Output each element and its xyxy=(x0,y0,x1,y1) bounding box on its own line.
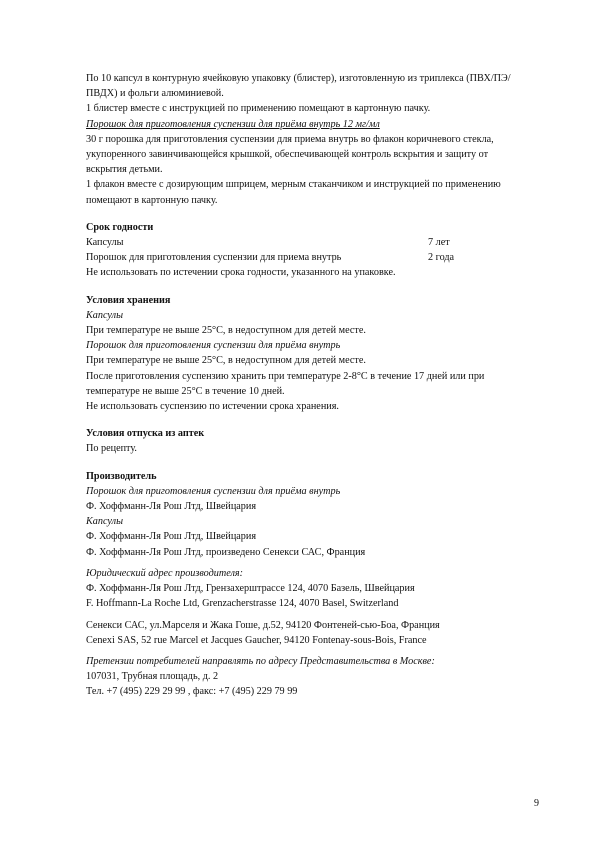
dispensing-text: По рецепту. xyxy=(86,443,137,455)
document-page xyxy=(86,71,526,700)
shelf-life-row-value: 7 лет xyxy=(428,237,450,249)
packaging-blister: 1 блистер вместе с инструкцией по применению помещают в картонную пачку. xyxy=(86,103,431,115)
shelf-life-row-value: 2 года xyxy=(428,252,455,264)
legal-address-ru: Ф. Хоффманн-Ля Рош Лтд, Грензахерштрассе 124, 4070 Базель, Швейцария xyxy=(86,583,415,595)
legal-address-en: F. Hoffmann-La Roche Ltd, Grenzacherstrasse 124, 4070 Basel, Switzerland xyxy=(86,598,399,610)
shelf-life-row-powder xyxy=(86,250,526,265)
storage-after-prep: После приготовления суспензию хранить при температуре 2-8°С в течение 17 дней или при температуре не выше 25°С в течение 10 дней. xyxy=(86,370,485,397)
packaging-powder-bottle: 30 г порошка для приготовления суспензии для приема внутрь во флакон коричневого стекла, укупоренного завинчивающейся крышкой, обеспечивающей контроль вскрытия и защиту от вскрытия детьми. xyxy=(86,133,494,176)
manufacturer-powder-maker: Ф. Хоффманн-Ля Рош Лтд, Швейцария xyxy=(86,501,257,513)
shelf-life-row-label: Порошок для приготовления суспензии для приема внутрь xyxy=(86,252,342,264)
storage-powder-text: При температуре не выше 25°С, в недоступном для детей месте. xyxy=(86,355,366,367)
manufacturer-title: Производитель xyxy=(86,470,157,482)
page-number: 9 xyxy=(534,798,539,809)
manufacturer-capsules-maker-1: Ф. Хоффманн-Ля Рош Лтд, Швейцария xyxy=(86,531,257,543)
manufacturer-capsules-maker-2: Ф. Хоффманн-Ля Рош Лтд, произведено Сенекси САС, Франция xyxy=(86,546,366,558)
storage-capsules-label: Капсулы xyxy=(86,309,123,321)
claims-phone: Тел. +7 (495) 229 29 99 , факс: +7 (495) 229 79 99 xyxy=(86,686,298,698)
dispensing-title: Условия отпуска из аптек xyxy=(86,428,205,440)
manufacturer-capsules-label: Капсулы xyxy=(86,516,123,528)
cenexi-address-ru: Сенекси САС, ул.Марселя и Жака Гоше, д.52, 94120 Фонтеней-сью-Боа, Франция xyxy=(86,619,440,631)
storage-powder-label: Порошок для приготовления суспензии для приёма внутрь xyxy=(86,340,341,352)
storage-note: Не использовать суспензию по истечении срока хранения. xyxy=(86,401,339,413)
packaging-powder-heading: Порошок для приготовления суспензии для приёма внутрь 12 мг/мл xyxy=(86,118,380,130)
packaging-capsules: По 10 капсул в контурную ячейковую упаковку (блистер), изготовленную из триплекса (ПВХ/ПЭ/ПВДХ) и фольги алюминиевой. xyxy=(86,73,511,100)
shelf-life-row-label: Капсулы xyxy=(86,237,124,249)
storage-capsules-text: При температуре не выше 25°С, в недоступном для детей месте. xyxy=(86,325,366,337)
shelf-life-title: Срок годности xyxy=(86,221,154,233)
storage-title: Условия хранения xyxy=(86,294,171,306)
packaging-powder-box: 1 флакон вместе с дозирующим шприцем, мерным стаканчиком и инструкцией по применению помещают в картонную пачку. xyxy=(86,179,501,206)
legal-address-label: Юридический адрес производителя: xyxy=(86,567,244,579)
claims-label: Претензии потребителей направлять по адресу Представительства в Москве: xyxy=(86,655,435,667)
cenexi-address-en: Cenexi SAS, 52 rue Marcel et Jacques Gaucher, 94120 Fontenay-sous-Bois, France xyxy=(86,634,427,646)
manufacturer-powder-label: Порошок для приготовления суспензии для приёма внутрь xyxy=(86,485,341,497)
shelf-life-note: Не использовать по истечении срока годности, указанного на упаковке. xyxy=(86,267,396,279)
claims-address: 107031, Трубная площадь, д. 2 xyxy=(86,671,219,683)
shelf-life-row-capsules xyxy=(86,235,526,250)
